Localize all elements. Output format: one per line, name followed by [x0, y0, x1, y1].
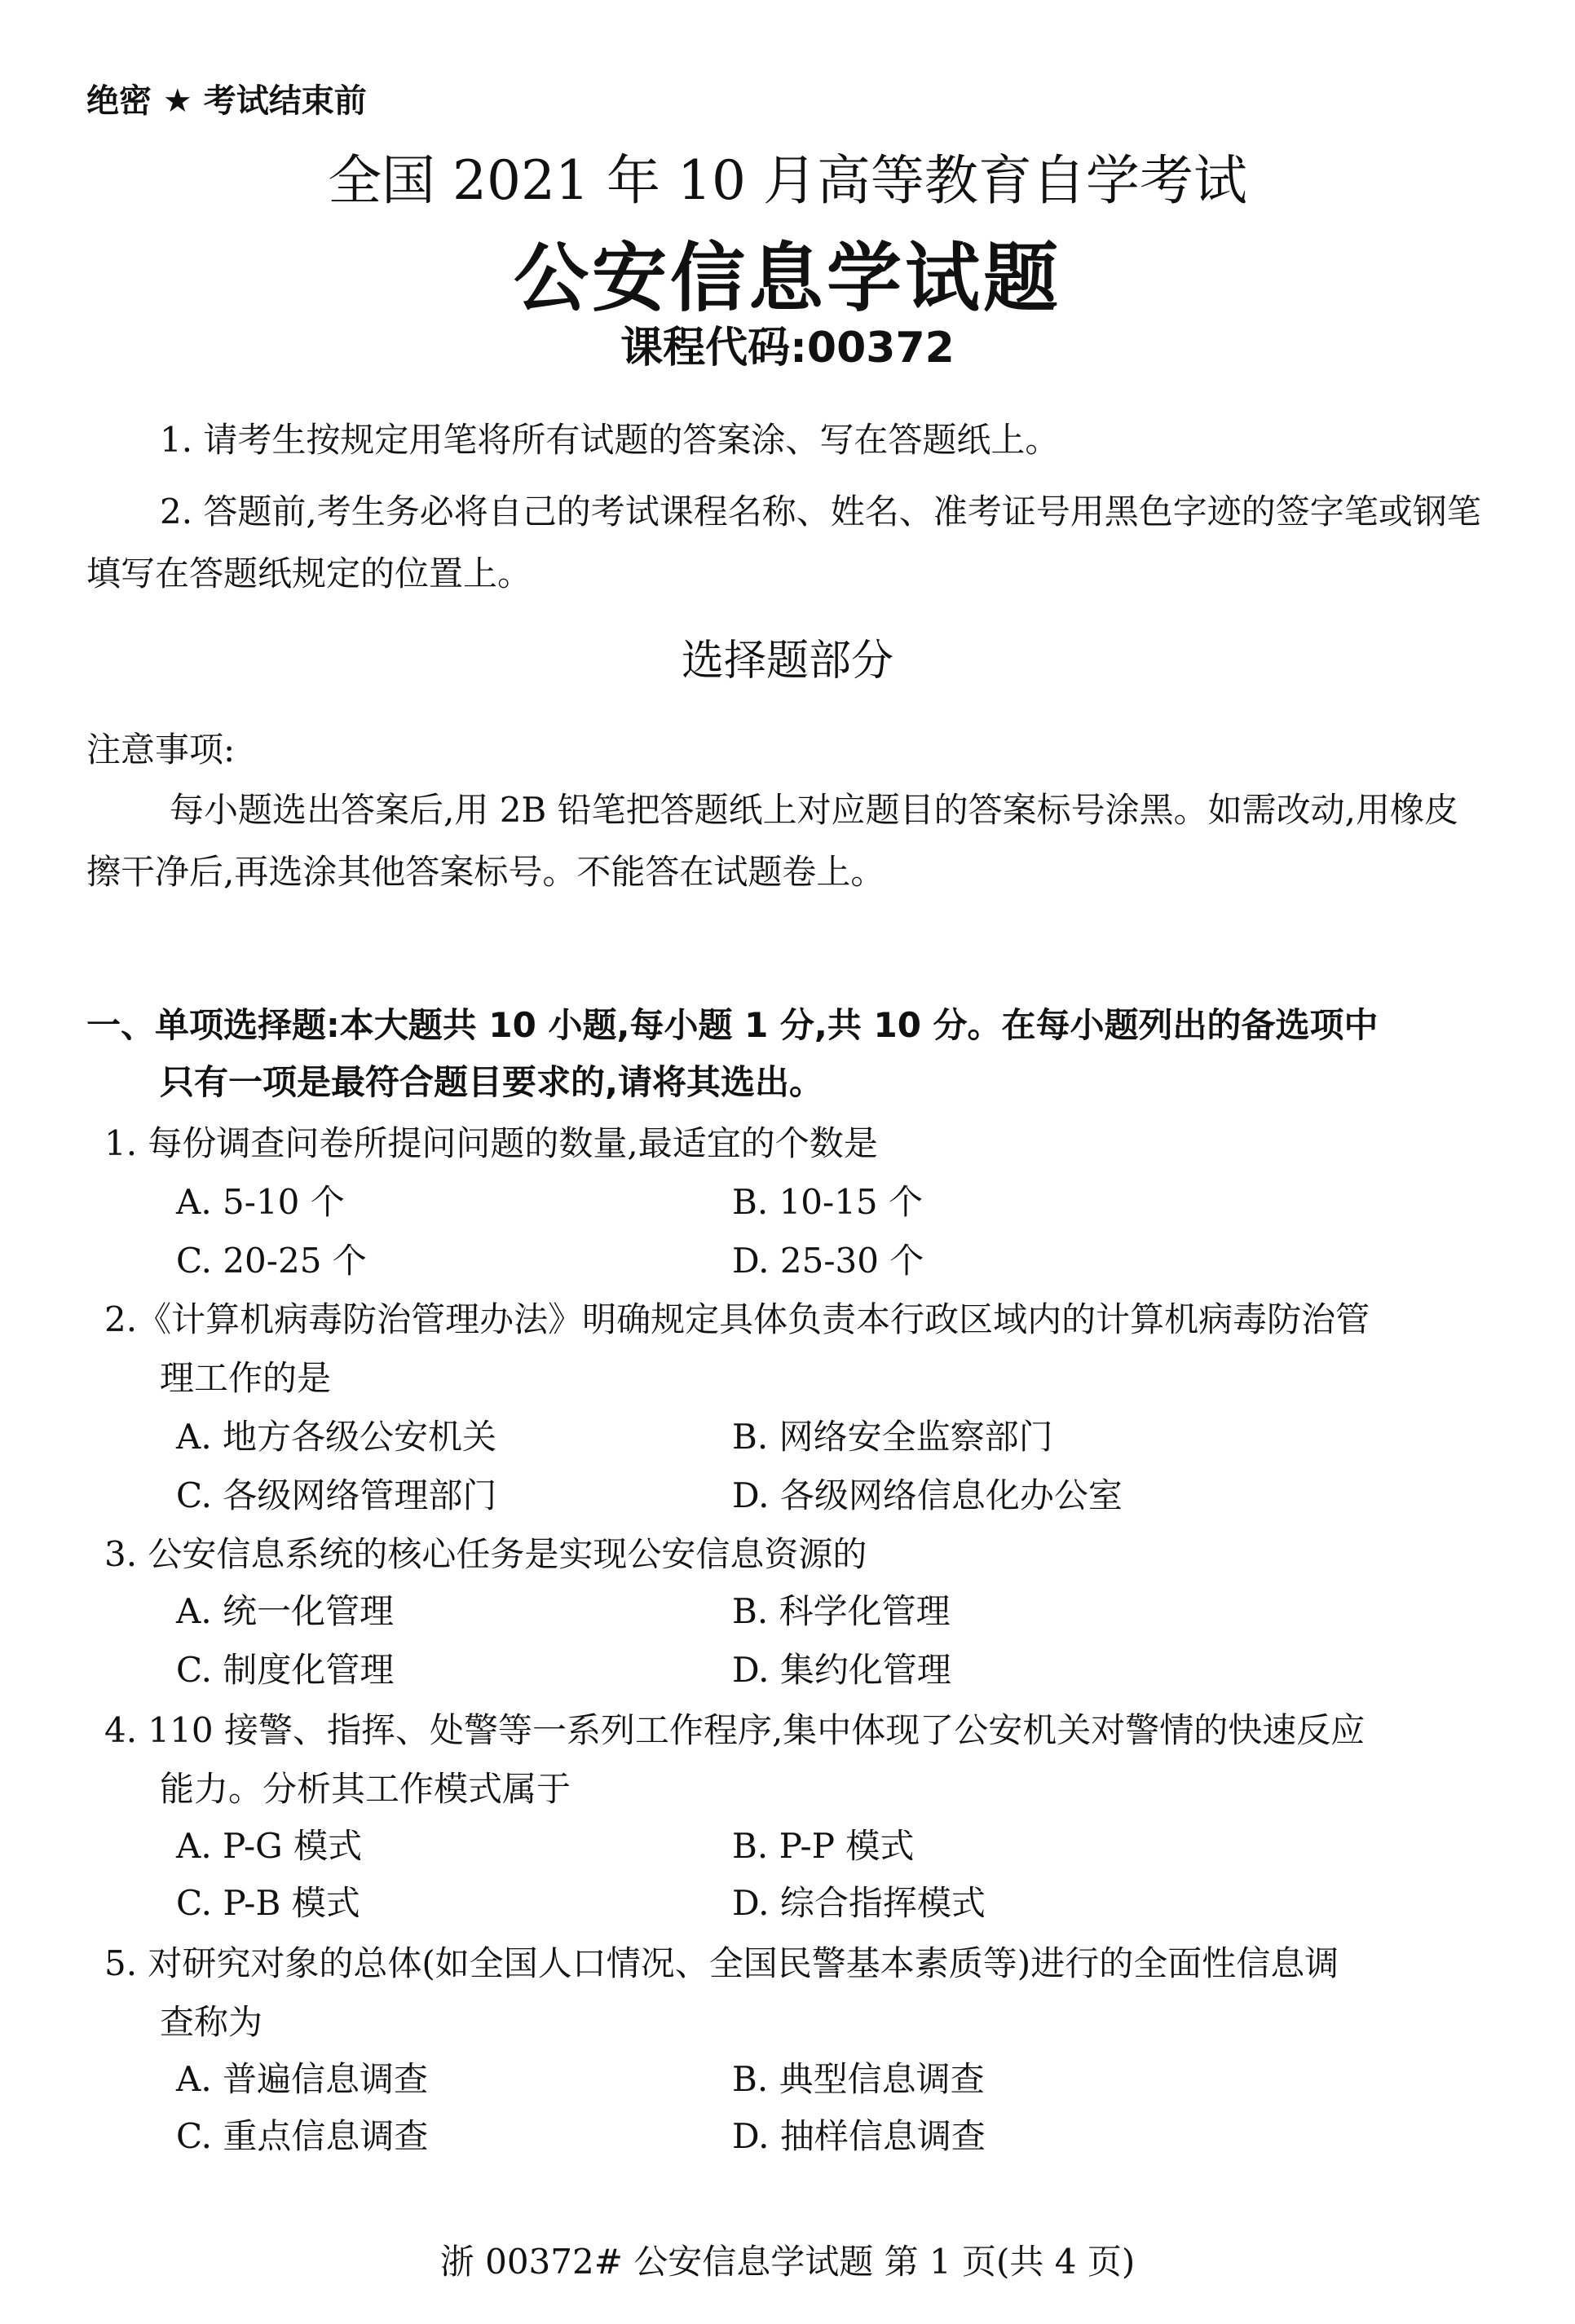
instruction-line-2b: 填写在答题纸规定的位置上。: [86, 553, 532, 593]
question-5-stem-line-1: 5. 对研究对象的总体(如全国人口情况、全国民警基本素质等)进行的全面性信息调: [104, 1943, 1339, 1983]
question-2-option-c: C. 各级网络管理部门: [176, 1475, 497, 1515]
question-2-stem-line-1: 2.《计算机病毒防治管理办法》明确规定具体负责本行政区域内的计算机病毒防治管: [104, 1299, 1370, 1339]
question-2-option-b: B. 网络安全监察部门: [732, 1417, 1053, 1457]
question-1-option-b: B. 10-15 个: [732, 1182, 923, 1222]
question-3-option-d: D. 集约化管理: [732, 1650, 951, 1690]
course-code: 课程代码:00372: [620, 324, 955, 373]
question-1-option-a: A. 5-10 个: [176, 1182, 345, 1222]
question-2-stem-line-2: 理工作的是: [160, 1358, 332, 1398]
question-5-stem-line-2: 查称为: [160, 2002, 263, 2042]
question-4-stem-line-2: 能力。分析其工作模式属于: [160, 1769, 571, 1809]
subject-title: 公安信息学试题: [513, 235, 1061, 322]
question-1-option-d: D. 25-30 个: [732, 1241, 924, 1281]
question-3-option-a: A. 统一化管理: [176, 1591, 395, 1631]
question-5-option-c: C. 重点信息调查: [176, 2116, 429, 2156]
page-footer: 浙 00372# 公安信息学试题 第 1 页(共 4 页): [439, 2242, 1136, 2282]
question-4-option-a: A. P-G 模式: [176, 1826, 363, 1866]
question-4-option-b: B. P-P 模式: [732, 1826, 915, 1866]
question-5-option-b: B. 典型信息调查: [732, 2059, 985, 2099]
section-title: 选择题部分: [681, 637, 893, 686]
question-2-option-a: A. 地方各级公安机关: [176, 1417, 497, 1457]
question-4-option-c: C. P-B 模式: [176, 1883, 360, 1923]
question-3-option-b: B. 科学化管理: [732, 1591, 951, 1631]
question-4-option-d: D. 综合指挥模式: [732, 1883, 986, 1923]
part1-heading-line-1: 一、单项选择题:本大题共 10 小题,每小题 1 分,共 10 分。在每小题列出的备选项中: [86, 1005, 1379, 1045]
instruction-line-1: 1. 请考生按规定用笔将所有试题的答案涂、写在答题纸上。: [160, 420, 1060, 460]
instruction-line-2a: 2. 答题前,考生务必将自己的考试课程名称、姓名、准考证号用黑色字迹的签字笔或钢笔: [160, 492, 1481, 531]
part1-heading-line-2: 只有一项是最符合题目要求的,请将其选出。: [160, 1062, 823, 1102]
question-4-stem-line-1: 4. 110 接警、指挥、处警等一系列工作程序,集中体现了公安机关对警情的快速反应: [104, 1710, 1365, 1750]
question-2-option-d: D. 各级网络信息化办公室: [732, 1475, 1123, 1515]
exam-title: 全国 2021 年 10 月高等教育自学考试: [328, 149, 1247, 212]
secret-mark: 绝密 ★ 考试结束前: [86, 82, 367, 120]
notice-label: 注意事项:: [86, 730, 236, 770]
question-5-option-a: A. 普遍信息调查: [176, 2059, 429, 2099]
question-1-stem: 1. 每份调查问卷所提问问题的数量,最适宜的个数是: [104, 1123, 878, 1163]
notice-line-1: 每小题选出答案后,用 2B 铅笔把答题纸上对应题目的答案标号涂黑。如需改动,用橡皮: [170, 790, 1458, 830]
question-3-stem: 3. 公安信息系统的核心任务是实现公安信息资源的: [104, 1534, 867, 1574]
question-1-option-c: C. 20-25 个: [176, 1241, 367, 1281]
notice-line-2: 擦干净后,再选涂其他答案标号。不能答在试题卷上。: [86, 852, 885, 892]
question-3-option-c: C. 制度化管理: [176, 1650, 395, 1690]
question-5-option-d: D. 抽样信息调查: [732, 2116, 986, 2156]
